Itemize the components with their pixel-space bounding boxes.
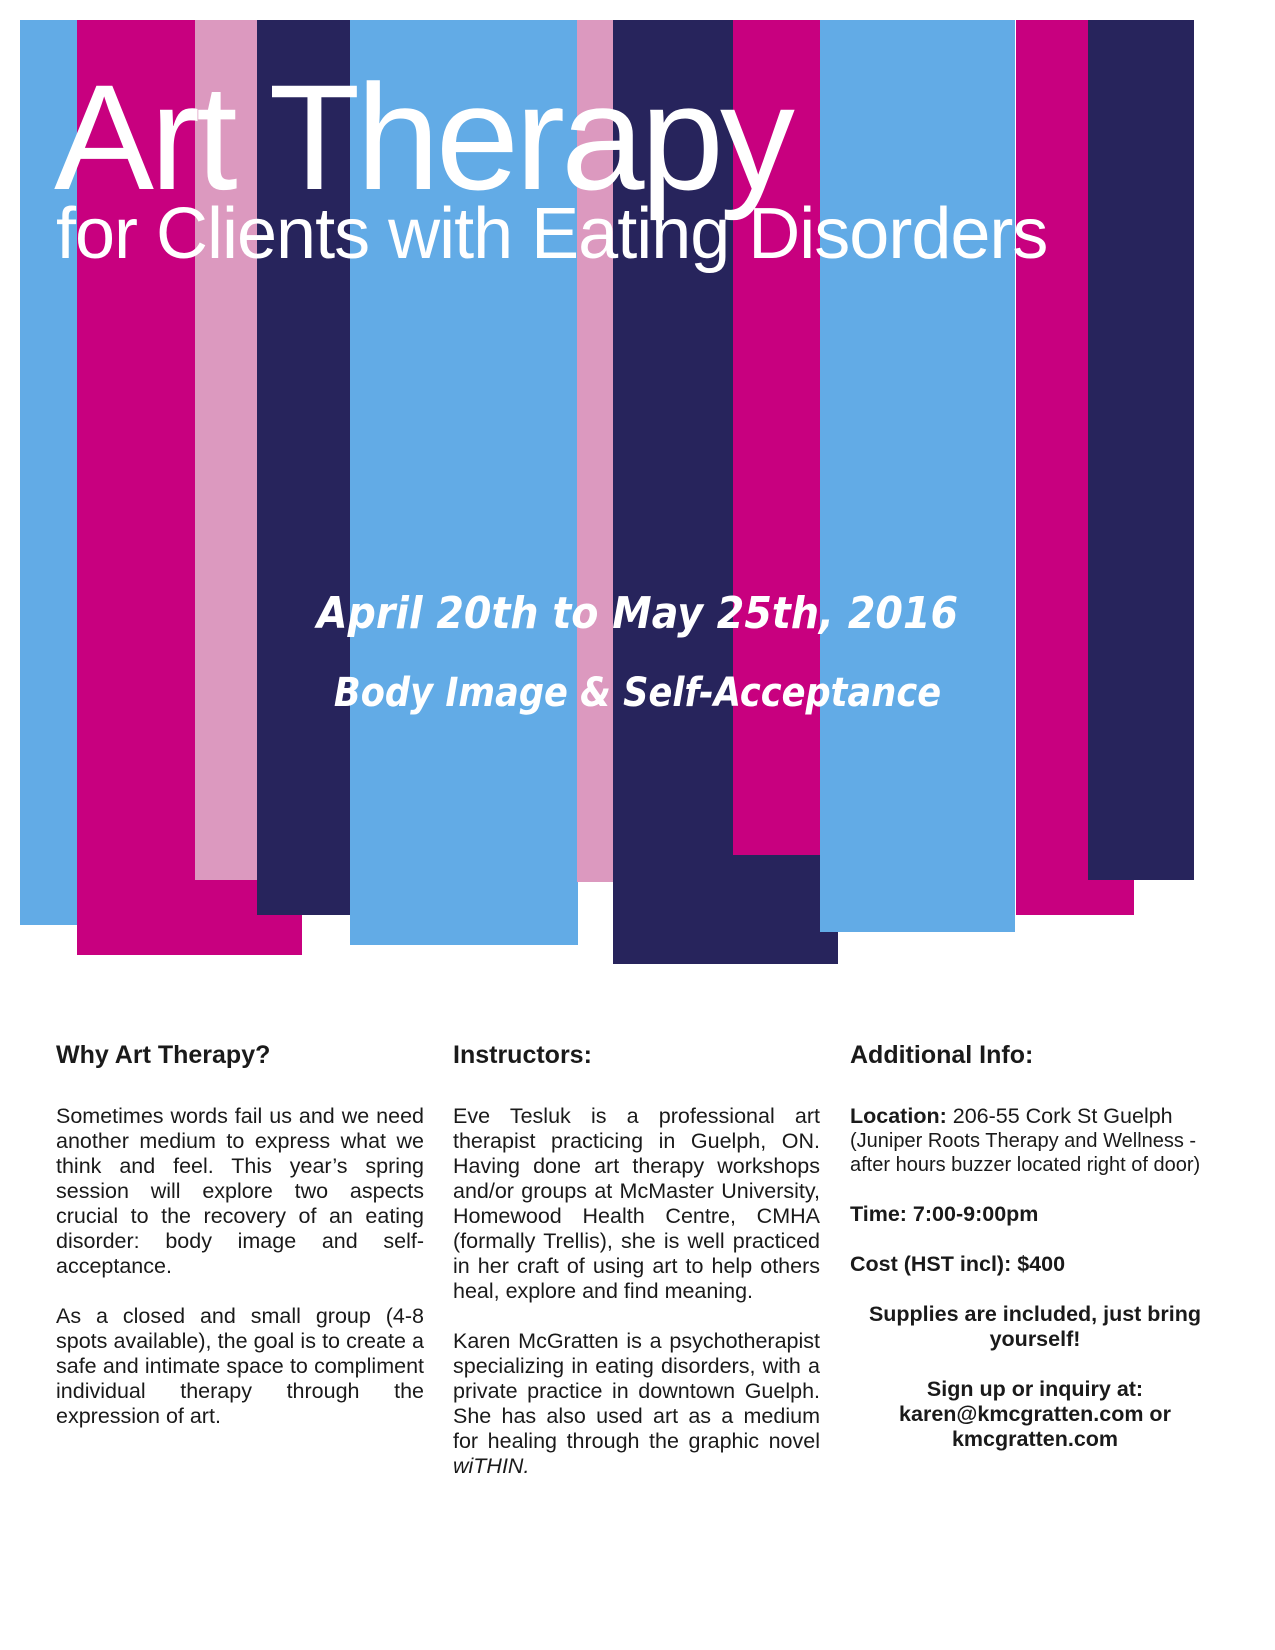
location-note: (Juniper Roots Therapy and Wellness - after hours buzzer located right of door)	[850, 1130, 1201, 1176]
info-heading: Additional Info:	[850, 1041, 1034, 1069]
signup-block	[850, 1377, 1220, 1452]
location-value: 206-55 Cork St Guelph	[952, 1104, 1173, 1128]
session-cost: Cost (HST incl): $400	[850, 1252, 1066, 1276]
event-topic: Body Image & Self-Acceptance	[333, 670, 942, 716]
instructor-karen-bio	[453, 1329, 820, 1479]
instructor-eve-bio: Eve Tesluk is a professional art therapist practicing in Guelph, ON. Having done art therapy workshops and/or groups at McMaster University, Homewood Health Centre, CMHA (formally Trellis), she is well practiced in her craft of using art to help others heal, explore and find meaning.	[453, 1104, 820, 1303]
stripe-navy-3	[1088, 20, 1194, 880]
novel-title: wiTHIN.	[453, 1454, 530, 1478]
session-time: Time: 7:00-9:00pm	[850, 1202, 1039, 1226]
location-label: Location:	[850, 1104, 947, 1128]
poster-title: Art Therapy	[54, 53, 791, 221]
additional-info-section	[850, 1040, 1220, 1477]
signup-email[interactable]: karen@kmcgratten.com or	[899, 1402, 1171, 1426]
event-dates: April 20th to May 25th, 2016	[316, 588, 959, 639]
instructors-heading: Instructors:	[453, 1041, 592, 1069]
signup-website[interactable]: kmcgratten.com	[951, 1427, 1119, 1451]
why-paragraph-2: As a closed and small group (4-8 spots available), the goal is to create a safe and intimate space to compliment individual therapy through the expression of art.	[56, 1304, 424, 1428]
karen-bio-text: Karen McGratten is a psychotherapist specializing in eating disorders, with a private practice in downtown Guelph. She has also used art as a medium for healing through the graphic novel	[453, 1329, 820, 1453]
signup-heading: Sign up or inquiry at:	[926, 1377, 1144, 1401]
poster-subtitle: for Clients with Eating Disorders	[56, 194, 1048, 274]
supplies-note: Supplies are included, just bring yourself!	[868, 1302, 1202, 1351]
instructors-section	[453, 1040, 820, 1504]
stripe-light-blue-3	[820, 20, 1015, 932]
why-heading: Why Art Therapy?	[56, 1041, 271, 1069]
location	[850, 1104, 1220, 1177]
why-paragraph-1: Sometimes words fail us and we need another medium to express what we think and feel. This year’s spring session will explore two aspects crucial to the recovery of an eating disorder: body image and self-acceptance.	[56, 1104, 424, 1278]
why-art-therapy-section	[56, 1040, 424, 1454]
